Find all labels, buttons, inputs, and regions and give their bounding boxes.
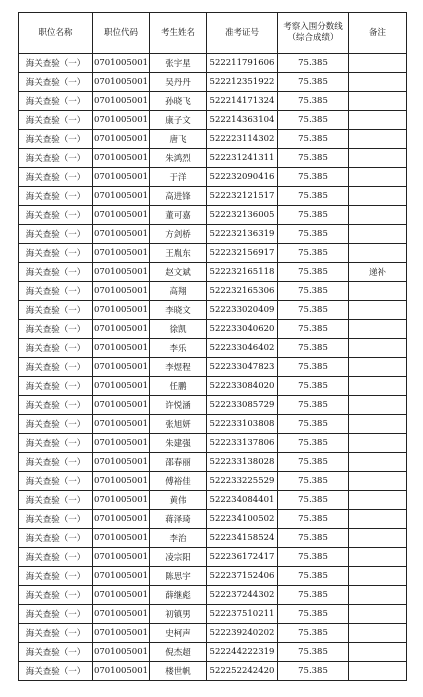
cell-name: 康子文	[150, 111, 207, 130]
cell-ticket: 522232136319	[207, 225, 278, 244]
cell-code: 0701005001	[93, 605, 150, 624]
cell-position: 海关查验（一）	[19, 624, 93, 643]
cell-code: 0701005001	[93, 206, 150, 225]
cell-remark	[349, 130, 407, 149]
cell-position: 海关查验（一）	[19, 434, 93, 453]
table-row	[19, 624, 407, 643]
cell-position: 海关查验（一）	[19, 491, 93, 510]
cell-remark	[349, 605, 407, 624]
cell-score: 75.385	[278, 320, 349, 339]
cell-code: 0701005001	[93, 339, 150, 358]
table-row	[19, 605, 407, 624]
cell-position: 海关查验（一）	[19, 263, 93, 282]
table-row	[19, 320, 407, 339]
cell-code: 0701005001	[93, 662, 150, 681]
cell-position: 海关查验（一）	[19, 301, 93, 320]
cell-code: 0701005001	[93, 396, 150, 415]
table-row	[19, 491, 407, 510]
cell-ticket: 522237244302	[207, 586, 278, 605]
table-row	[19, 282, 407, 301]
header-remark: 备注	[349, 13, 407, 54]
table-row	[19, 586, 407, 605]
cell-name: 黄伟	[150, 491, 207, 510]
cell-position: 海关查验（一）	[19, 54, 93, 73]
cell-ticket: 522232121517	[207, 187, 278, 206]
cell-remark	[349, 643, 407, 662]
table-row	[19, 339, 407, 358]
cell-name: 许悦涵	[150, 396, 207, 415]
cell-ticket: 522233085729	[207, 396, 278, 415]
table-row	[19, 92, 407, 111]
table-row	[19, 510, 407, 529]
cell-score: 75.385	[278, 149, 349, 168]
cell-score: 75.385	[278, 263, 349, 282]
cell-name: 高翔	[150, 282, 207, 301]
cell-score: 75.385	[278, 605, 349, 624]
cell-position: 海关查验（一）	[19, 225, 93, 244]
table-row	[19, 415, 407, 434]
cell-ticket: 522233137806	[207, 434, 278, 453]
cell-remark	[349, 244, 407, 263]
header-score: 考察入围分数线（综合成绩）	[278, 13, 349, 54]
cell-ticket: 522233084020	[207, 377, 278, 396]
header-name: 考生姓名	[150, 13, 207, 54]
cell-code: 0701005001	[93, 491, 150, 510]
cell-name: 任鹏	[150, 377, 207, 396]
table-row	[19, 472, 407, 491]
cell-code: 0701005001	[93, 225, 150, 244]
cell-position: 海关查验（一）	[19, 206, 93, 225]
cell-score: 75.385	[278, 73, 349, 92]
header-ticket: 准考证号	[207, 13, 278, 54]
cell-name: 倪杰超	[150, 643, 207, 662]
cell-ticket: 522244222319	[207, 643, 278, 662]
cell-name: 王胤东	[150, 244, 207, 263]
table-row	[19, 643, 407, 662]
cell-position: 海关查验（一）	[19, 662, 93, 681]
cell-remark	[349, 624, 407, 643]
cell-ticket: 522233138028	[207, 453, 278, 472]
cell-code: 0701005001	[93, 168, 150, 187]
cell-position: 海关查验（一）	[19, 510, 93, 529]
cell-position: 海关查验（一）	[19, 396, 93, 415]
cell-score: 75.385	[278, 339, 349, 358]
cell-position: 海关查验（一）	[19, 92, 93, 111]
cell-code: 0701005001	[93, 567, 150, 586]
cell-remark	[349, 54, 407, 73]
candidate-table	[18, 12, 407, 681]
cell-ticket: 522234084401	[207, 491, 278, 510]
cell-position: 海关查验（一）	[19, 320, 93, 339]
cell-ticket: 522237152406	[207, 567, 278, 586]
cell-score: 75.385	[278, 434, 349, 453]
cell-remark	[349, 548, 407, 567]
cell-name: 朱鸿烈	[150, 149, 207, 168]
cell-remark	[349, 187, 407, 206]
cell-remark	[349, 358, 407, 377]
cell-position: 海关查验（一）	[19, 149, 93, 168]
cell-position: 海关查验（一）	[19, 643, 93, 662]
cell-ticket: 522233046402	[207, 339, 278, 358]
cell-position: 海关查验（一）	[19, 168, 93, 187]
cell-ticket: 522232165306	[207, 282, 278, 301]
cell-name: 陈思宇	[150, 567, 207, 586]
cell-name: 李乐	[150, 339, 207, 358]
cell-score: 75.385	[278, 548, 349, 567]
cell-name: 李晓文	[150, 301, 207, 320]
cell-score: 75.385	[278, 244, 349, 263]
table-row	[19, 244, 407, 263]
cell-remark	[349, 453, 407, 472]
table-row	[19, 434, 407, 453]
cell-remark	[349, 339, 407, 358]
cell-ticket: 522239240202	[207, 624, 278, 643]
cell-code: 0701005001	[93, 73, 150, 92]
cell-remark	[349, 662, 407, 681]
cell-score: 75.385	[278, 396, 349, 415]
cell-code: 0701005001	[93, 92, 150, 111]
cell-name: 高进锋	[150, 187, 207, 206]
table-row	[19, 567, 407, 586]
cell-name: 李煜程	[150, 358, 207, 377]
cell-ticket: 522211791606	[207, 54, 278, 73]
cell-ticket: 522212351922	[207, 73, 278, 92]
cell-remark	[349, 567, 407, 586]
cell-code: 0701005001	[93, 149, 150, 168]
cell-remark: 递补	[349, 263, 407, 282]
cell-ticket: 522223114302	[207, 130, 278, 149]
cell-position: 海关查验（一）	[19, 605, 93, 624]
cell-position: 海关查验（一）	[19, 339, 93, 358]
cell-name: 于洋	[150, 168, 207, 187]
cell-position: 海关查验（一）	[19, 548, 93, 567]
cell-score: 75.385	[278, 187, 349, 206]
cell-remark	[349, 491, 407, 510]
cell-score: 75.385	[278, 377, 349, 396]
cell-score: 75.385	[278, 206, 349, 225]
cell-ticket: 522233225529	[207, 472, 278, 491]
cell-position: 海关查验（一）	[19, 244, 93, 263]
cell-position: 海关查验（一）	[19, 377, 93, 396]
cell-score: 75.385	[278, 662, 349, 681]
table-row	[19, 54, 407, 73]
cell-ticket: 522232090416	[207, 168, 278, 187]
table-row	[19, 377, 407, 396]
table-row	[19, 529, 407, 548]
cell-name: 邵春丽	[150, 453, 207, 472]
cell-score: 75.385	[278, 567, 349, 586]
table-row	[19, 168, 407, 187]
cell-remark	[349, 206, 407, 225]
cell-name: 方剑桥	[150, 225, 207, 244]
cell-remark	[349, 510, 407, 529]
cell-name: 张宇星	[150, 54, 207, 73]
cell-ticket: 522214171324	[207, 92, 278, 111]
cell-position: 海关查验（一）	[19, 282, 93, 301]
cell-score: 75.385	[278, 453, 349, 472]
cell-remark	[349, 396, 407, 415]
cell-position: 海关查验（一）	[19, 567, 93, 586]
cell-remark	[349, 415, 407, 434]
cell-code: 0701005001	[93, 548, 150, 567]
cell-remark	[349, 301, 407, 320]
cell-remark	[349, 377, 407, 396]
cell-position: 海关查验（一）	[19, 358, 93, 377]
cell-score: 75.385	[278, 510, 349, 529]
cell-code: 0701005001	[93, 358, 150, 377]
cell-code: 0701005001	[93, 624, 150, 643]
cell-name: 吴丹丹	[150, 73, 207, 92]
cell-name: 楼世帆	[150, 662, 207, 681]
cell-code: 0701005001	[93, 586, 150, 605]
cell-name: 傅裕佳	[150, 472, 207, 491]
cell-name: 张旭妍	[150, 415, 207, 434]
table-row	[19, 187, 407, 206]
cell-ticket: 522233040620	[207, 320, 278, 339]
cell-name: 董可嘉	[150, 206, 207, 225]
cell-position: 海关查验（一）	[19, 529, 93, 548]
cell-position: 海关查验（一）	[19, 472, 93, 491]
cell-code: 0701005001	[93, 529, 150, 548]
cell-code: 0701005001	[93, 282, 150, 301]
cell-score: 75.385	[278, 225, 349, 244]
cell-code: 0701005001	[93, 434, 150, 453]
table-row	[19, 149, 407, 168]
cell-code: 0701005001	[93, 301, 150, 320]
cell-remark	[349, 168, 407, 187]
cell-remark	[349, 586, 407, 605]
cell-code: 0701005001	[93, 54, 150, 73]
cell-remark	[349, 73, 407, 92]
cell-code: 0701005001	[93, 111, 150, 130]
cell-score: 75.385	[278, 301, 349, 320]
cell-score: 75.385	[278, 168, 349, 187]
cell-name: 李治	[150, 529, 207, 548]
cell-position: 海关查验（一）	[19, 453, 93, 472]
cell-name: 凌宗阳	[150, 548, 207, 567]
table-row	[19, 548, 407, 567]
cell-ticket: 522233020409	[207, 301, 278, 320]
cell-ticket: 522252242420	[207, 662, 278, 681]
cell-position: 海关查验（一）	[19, 187, 93, 206]
cell-name: 唐飞	[150, 130, 207, 149]
cell-code: 0701005001	[93, 643, 150, 662]
cell-name: 朱建强	[150, 434, 207, 453]
cell-remark	[349, 282, 407, 301]
cell-ticket: 522232136005	[207, 206, 278, 225]
cell-remark	[349, 149, 407, 168]
cell-name: 初镇男	[150, 605, 207, 624]
cell-position: 海关查验（一）	[19, 130, 93, 149]
cell-name: 孙晓飞	[150, 92, 207, 111]
cell-position: 海关查验（一）	[19, 73, 93, 92]
cell-remark	[349, 92, 407, 111]
table-row	[19, 206, 407, 225]
cell-position: 海关查验（一）	[19, 586, 93, 605]
cell-score: 75.385	[278, 491, 349, 510]
cell-ticket: 522232165118	[207, 263, 278, 282]
cell-code: 0701005001	[93, 244, 150, 263]
cell-score: 75.385	[278, 111, 349, 130]
table-row	[19, 263, 407, 282]
cell-name: 蒋泽琦	[150, 510, 207, 529]
table-row	[19, 396, 407, 415]
table-row	[19, 301, 407, 320]
table-row	[19, 453, 407, 472]
cell-score: 75.385	[278, 624, 349, 643]
cell-ticket: 522214363104	[207, 111, 278, 130]
cell-ticket: 522237510211	[207, 605, 278, 624]
cell-score: 75.385	[278, 92, 349, 111]
cell-remark	[349, 320, 407, 339]
header-row	[19, 13, 407, 54]
table-row	[19, 662, 407, 681]
cell-ticket: 522234158524	[207, 529, 278, 548]
table-row	[19, 130, 407, 149]
cell-score: 75.385	[278, 472, 349, 491]
cell-score: 75.385	[278, 415, 349, 434]
cell-code: 0701005001	[93, 472, 150, 491]
cell-score: 75.385	[278, 586, 349, 605]
cell-code: 0701005001	[93, 187, 150, 206]
cell-name: 史柯声	[150, 624, 207, 643]
cell-ticket: 522234100502	[207, 510, 278, 529]
cell-remark	[349, 472, 407, 491]
cell-score: 75.385	[278, 130, 349, 149]
table-row	[19, 111, 407, 130]
cell-code: 0701005001	[93, 453, 150, 472]
cell-ticket: 522236172417	[207, 548, 278, 567]
cell-code: 0701005001	[93, 510, 150, 529]
cell-code: 0701005001	[93, 130, 150, 149]
table-row	[19, 358, 407, 377]
cell-position: 海关查验（一）	[19, 415, 93, 434]
cell-score: 75.385	[278, 282, 349, 301]
cell-remark	[349, 111, 407, 130]
cell-score: 75.385	[278, 54, 349, 73]
cell-ticket: 522233103808	[207, 415, 278, 434]
cell-score: 75.385	[278, 529, 349, 548]
cell-code: 0701005001	[93, 415, 150, 434]
cell-score: 75.385	[278, 358, 349, 377]
header-code: 职位代码	[93, 13, 150, 54]
cell-ticket: 522233047823	[207, 358, 278, 377]
cell-position: 海关查验（一）	[19, 111, 93, 130]
cell-name: 赵文斌	[150, 263, 207, 282]
cell-remark	[349, 225, 407, 244]
cell-ticket: 522231241311	[207, 149, 278, 168]
cell-remark	[349, 434, 407, 453]
cell-code: 0701005001	[93, 263, 150, 282]
cell-code: 0701005001	[93, 320, 150, 339]
table-row	[19, 73, 407, 92]
cell-name: 徐凯	[150, 320, 207, 339]
cell-name: 薛继彪	[150, 586, 207, 605]
cell-code: 0701005001	[93, 377, 150, 396]
cell-remark	[349, 529, 407, 548]
table-row	[19, 225, 407, 244]
header-position: 职位名称	[19, 13, 93, 54]
cell-score: 75.385	[278, 643, 349, 662]
cell-ticket: 522232156917	[207, 244, 278, 263]
